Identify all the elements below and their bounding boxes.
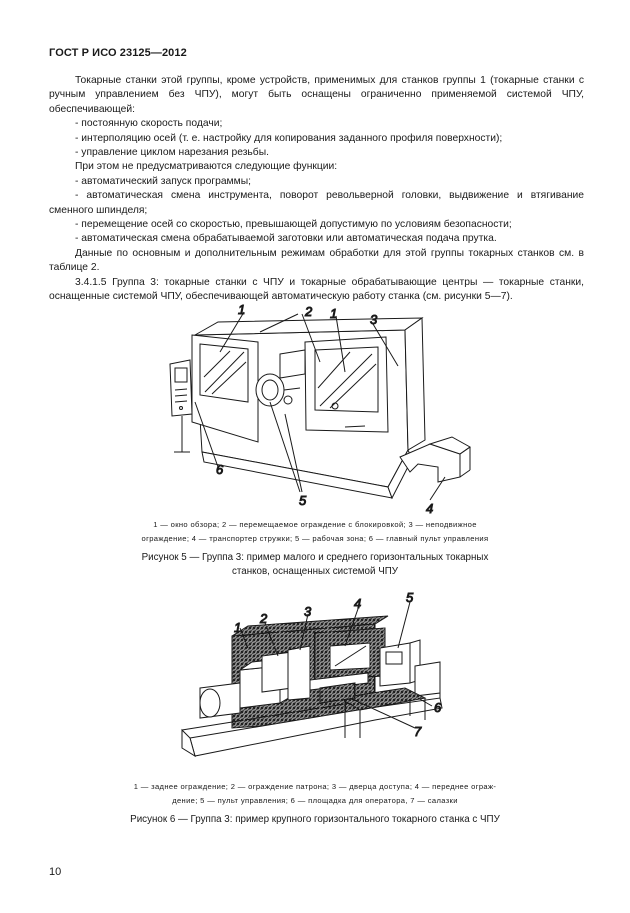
list-item: - автоматический запуск программы; [75, 175, 251, 187]
paragraph: Данные по основным и дополнительным режимам обработки для этой группы токарных станков см. в таблице 2. [49, 247, 584, 274]
list-item: - постоянную скорость подачи; [75, 118, 223, 130]
figure-5-drawing [160, 302, 480, 520]
callout-2: 2 [305, 304, 313, 319]
figure-5-caption: Рисунок 5 — Группа 3: пример малого и среднего горизонтальных токарных станков, оснащенных системой ЧПУ [141, 552, 489, 577]
callout-5: 5 [299, 493, 307, 508]
body-text [49, 74, 584, 305]
callout-1: 1 [238, 302, 246, 317]
paragraph: Токарные станки этой группы, кроме устройств, применимых для станков группы 1 (токарные станки с ручным управлением без ЧПУ), могут быть оснащены ограниченно применяемой системой ЧПУ, обеспечивающей: [49, 75, 584, 115]
figure-6-caption: Рисунок 6 — Группа 3: пример крупного горизонтального токарного станка с ЧПУ [130, 814, 500, 825]
list-item: - управление циклом нарезания резьбы. [75, 147, 269, 159]
callout-1: 1 [234, 620, 242, 635]
document-header: ГОСТ Р ИСО 23125—2012 [49, 47, 187, 59]
list-item: - интерполяцию осей (т. е. настройку для копирования заданного профиля поверхности); [75, 132, 503, 144]
callout-5: 5 [406, 590, 414, 605]
callout-2: 2 [260, 611, 268, 626]
page-number: 10 [49, 866, 62, 878]
paragraph: 3.4.1.5 Группа 3: токарные станки с ЧПУ и токарные обрабатывающие центры — токарные станки, оснащенные системой ЧПУ, обеспечивающей автоматическую работу станка (см. рисунки 5—7). [49, 276, 584, 303]
figure-6-legend: 1 — заднее ограждение; 2 — ограждение патрона; 3 — дверца доступа; 4 — переднее ограж- дение; 5 — пульт управления; 6 — площадка для оператора, 7 — салазки [133, 782, 497, 805]
callout-3: 3 [304, 604, 312, 619]
paragraph: При этом не предусматриваются следующие функции: [75, 161, 338, 173]
list-item: - перемещение осей со скоростью, превышающей допустимую по условиям безопасности; [75, 219, 512, 231]
callout-7: 7 [414, 724, 422, 739]
callout-3: 3 [370, 312, 378, 327]
callout-6: 6 [216, 462, 224, 477]
list-item: - автоматическая смена инструмента, поворот револьверной головки, выдвижение и втягивание сменного шпинделя; [49, 190, 584, 216]
figure-5-legend: 1 — окно обзора; 2 — перемещаемое ограждение с блокировкой; 3 — неподвижное ограждение; 4 — транспортер стружки; 5 — рабочая зона; 6 — главный пульт управления [141, 520, 489, 543]
list-item: - автоматическая смена обрабатываемой заготовки или автоматическая подача прутка. [75, 233, 497, 245]
callout-4: 4 [426, 501, 434, 516]
figure-6-drawing [170, 588, 460, 778]
callout-4: 4 [354, 596, 362, 611]
callout-6: 6 [434, 700, 442, 715]
callout-1b: 1 [330, 306, 338, 321]
